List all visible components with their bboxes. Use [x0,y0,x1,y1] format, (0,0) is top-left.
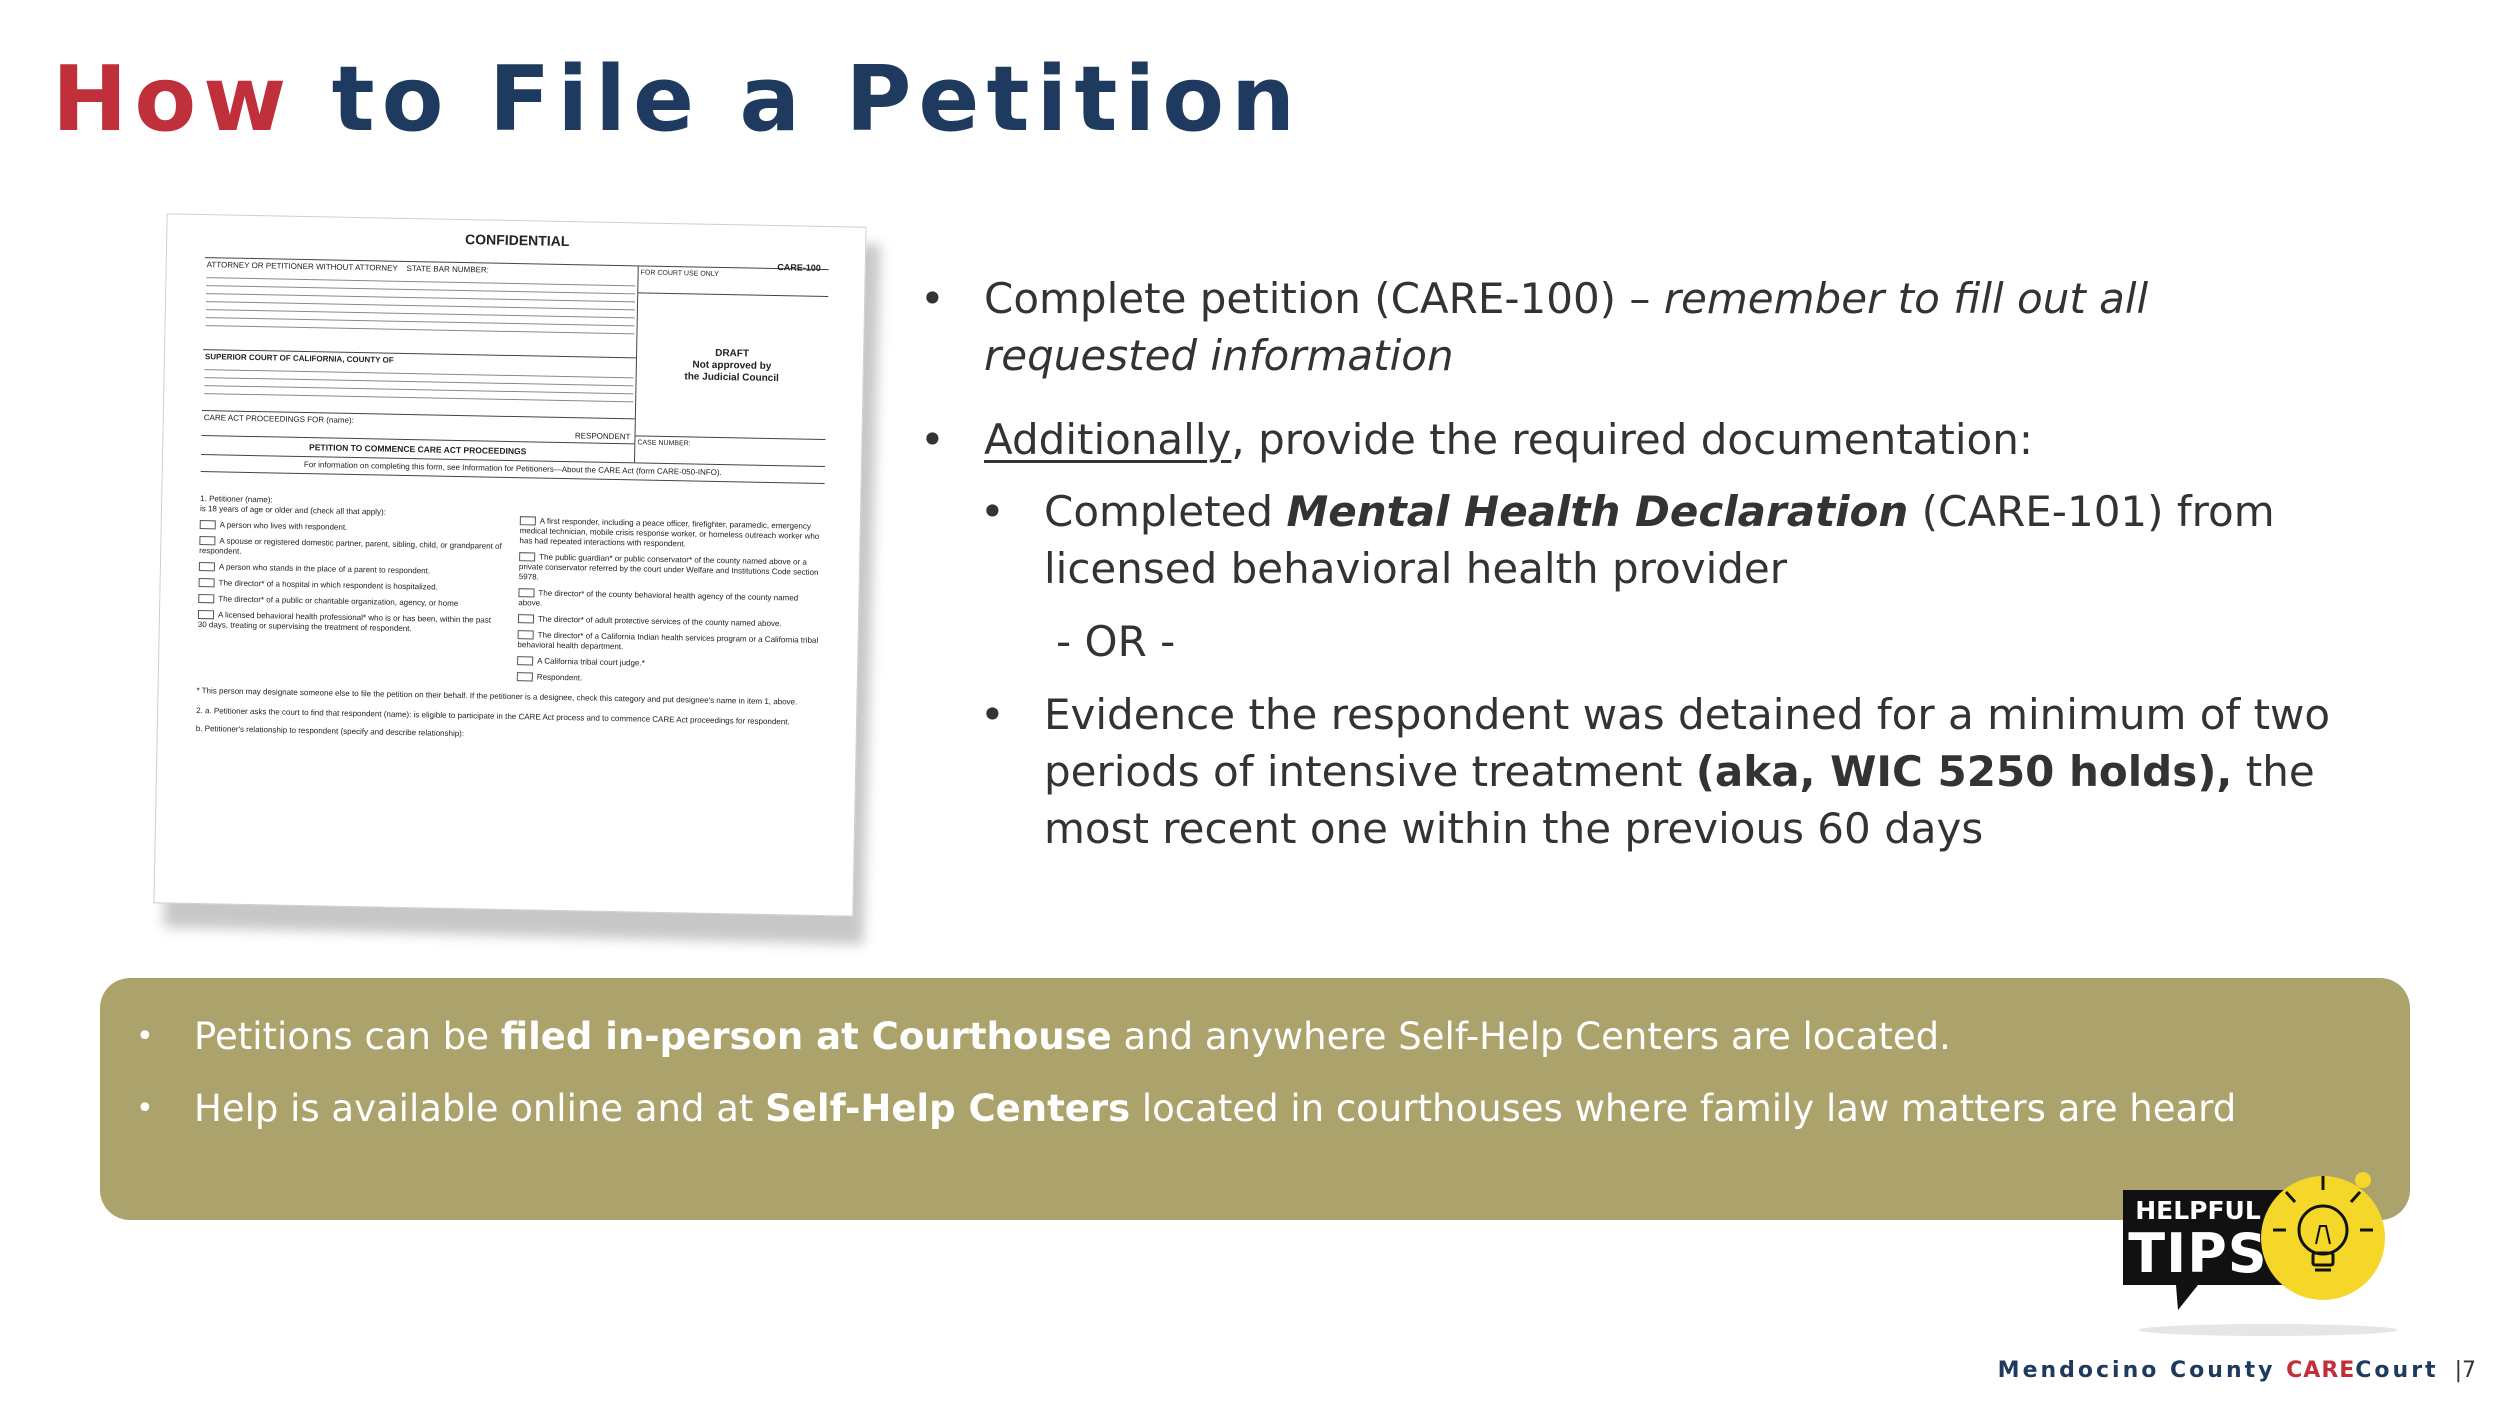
bullet-3-bold: Mental Health Declaration [1286,487,1909,536]
care-100-form-image [150,212,910,944]
form-item-k: The director* of a California Indian health services program or a California tribal behavioral health department. [517,630,819,652]
tip-filed-in-person [136,1012,2410,1062]
form-code: CARE-100 [777,262,821,273]
form-confidential: CONFIDENTIAL [464,231,570,250]
tip-1-text: Petitions can be [194,1015,501,1058]
form-court-use: FOR COURT USE ONLY [638,266,828,297]
bullet-4-text: Evidence the respondent was detained for a minimum of two periods of intensive treatment [1044,690,2331,796]
form-item-2b: b. Petitioner's relationship to respondent (specify and describe relationship): [195,723,465,739]
form-item-2a: 2. a. Petitioner asks the court to find that respondent (name): is eligible to participate in the CARE Act process and to commence CARE Act proceedings for respondent. [196,706,790,727]
bullet-dot: • [136,1091,154,1126]
bullet-evidence-detained [920,686,2340,857]
form-col-left [197,494,504,682]
bullet-3-text: Completed [1044,487,1287,536]
bullet-4-bold: (aka, WIC 5250 holds), [1695,747,2233,796]
tip-2-text: Help is available online and at [194,1087,766,1130]
form-draft-stamp [635,293,828,440]
tip-1-post: and anywhere Self-Help Centers are located. [1111,1015,1951,1058]
form-age-line: is 18 years of age or older and (check all that apply): [199,504,386,517]
bullet-1-italic: remember to fill out all requested information [984,274,2149,380]
form-superior-court: SUPERIOR COURT OF CALIFORNIA, COUNTY OF [204,352,394,366]
bullet-3-post: (CARE-101) from licensed behavioral health provider [1044,487,2275,593]
bullet-dot: • [920,415,945,464]
badge-text [2118,1190,2278,1285]
bullet-2-underline: Additionally [984,415,1232,464]
tip-2-bold: Self-Help Centers [765,1087,1131,1130]
or-separator: - OR - [1056,617,1176,666]
form-respondent: RESPONDENT [574,431,631,442]
footer-separator: | [2454,1358,2462,1383]
form-item-a: A person who lives with respondent. [219,520,348,532]
form-designee-note: * This person may designate someone else to file the petition on their behalf. If the petitioner is a designee, check this category and put designee's name in item 1, above. [196,686,798,707]
bullet-complete-petition [920,270,2340,384]
form-attorney-section [203,258,638,359]
form-item-g: A first responder, including a peace officer, firefighter, paramedic, emergency medical technician, mobile crisis response worker, or homeless outreach worker who has had repeated interactions with respondent. [519,516,820,549]
form-bar-number: STATE BAR NUMBER: [406,263,490,275]
bullet-2-text: , provide the required documentation: [1231,415,2034,464]
tip-2-post: located in courthouses where family law matters are heard [1130,1087,2237,1130]
form-item-j: The director* of adult protective services of the county named above. [537,614,782,629]
form-draft-1: DRAFT [715,347,750,360]
form-col-right [517,500,824,688]
tips-box [100,978,2410,1220]
footer-org-care: CARE [2286,1358,2356,1383]
form-petition-title: PETITION TO COMMENCE CARE ACT PROCEEDINGS [309,442,527,457]
form-item-b: A spouse or registered domestic partner, parent, sibling, child, or grandparent of respondent. [199,536,502,556]
bullet-additionally [920,411,2340,468]
badge-line-2: TIPS [2128,1222,2268,1285]
footer-org-post: Court [2355,1358,2439,1383]
badge-line-1: HELPFUL [2135,1196,2261,1225]
form-item-e: The director* of a public or charitable organization, agency, or home [218,594,459,609]
form-item-f: A licensed behavioral health professional* who is or has been, within the past 30 days, treating or supervising the treatment of respondent. [197,610,492,634]
bullet-mental-health-declaration [920,483,2340,597]
form-proceedings-for: CARE ACT PROCEEDINGS FOR (name): [203,413,354,426]
form-item-i: The director* of the county behavioral health agency of the county named above. [518,588,799,608]
bullet-1-text: Complete petition (CARE-100) – [984,274,1664,323]
form-paper [153,213,866,916]
bullet-dot: • [136,1019,154,1054]
form-header [201,257,829,466]
bullet-dot: • [980,487,1005,536]
title-accent: How [52,47,294,152]
form-item-c: A person who stands in the place of a parent to respondent. [218,562,431,576]
form-court-section [202,351,636,420]
page-number: 7 [2462,1358,2476,1383]
form-item-m: Respondent. [536,672,583,683]
bullet-4-post: the most recent one within the previous 60 days [1044,747,2315,853]
footer [1998,1358,2476,1383]
bullet-dot: • [980,690,1005,739]
footer-org-pre: Mendocino County [1997,1358,2287,1383]
form-draft-2: Not approved by [692,359,772,372]
form-header-left: ATTORNEY OR PETITIONER WITHOUT ATTORNEY [206,260,398,273]
form-case-number: CASE NUMBER: [637,439,691,448]
form-draft-3: the Judicial Council [684,371,779,385]
form-item-l: A California tribal court judge.* [537,656,645,668]
tip-1-bold: filed in-person at Courthouse [500,1015,1112,1058]
form-petitioner-line: 1. Petitioner (name): [200,494,273,505]
form-body [197,494,824,688]
title-rest: to File a Petition [331,47,1303,152]
helpful-tips-badge [2118,1160,2398,1340]
page-title [52,40,1302,160]
bullet-dot: • [920,274,945,323]
form-item-h: The public guardian* or public conservator* of the county named above or a private conservator referred by the court under Welfare and Institutions Code section 5978. [518,552,819,582]
form-info-line: For information on completing this form, see Information for Petitioners—About the CARE Act (form CARE-050-INFO). [201,454,825,484]
form-item-d: The director* of a hospital in which respondent is hospitalized. [218,578,438,592]
tip-help-available [136,1084,2410,1134]
bullet-list [920,270,2340,857]
